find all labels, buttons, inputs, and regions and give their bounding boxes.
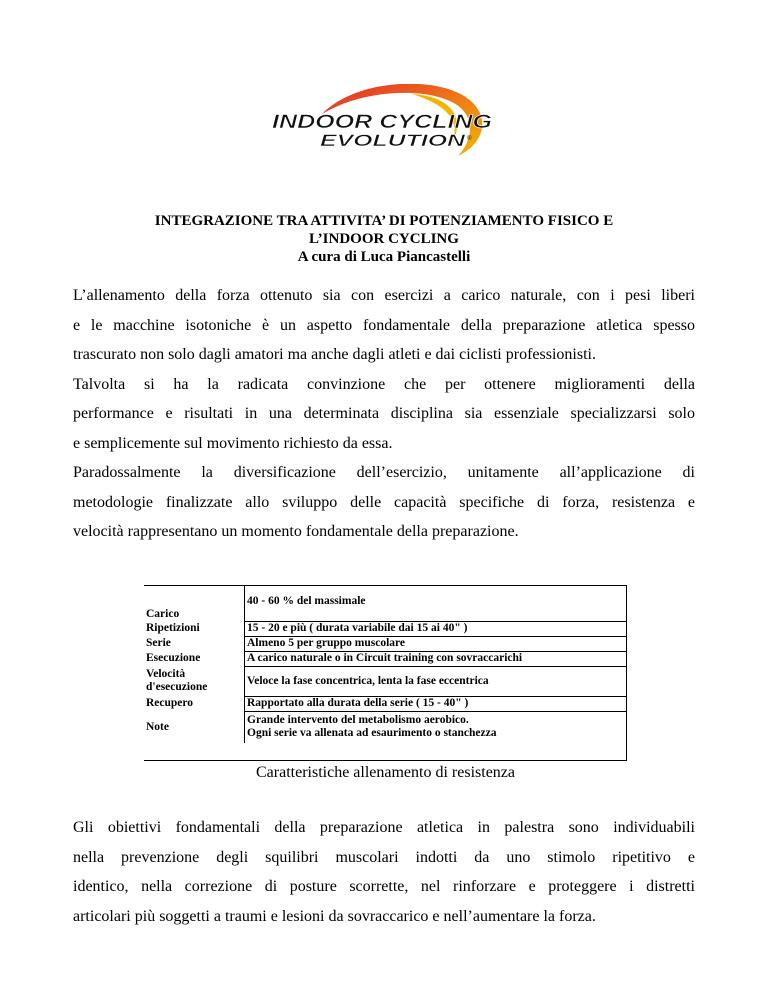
document-title <box>60 212 708 266</box>
table-value: 40 - 60 % del massimale <box>245 585 628 621</box>
table-value-line: Ogni serie va allenata ad esaurimento o stanchezza <box>247 727 497 740</box>
paragraph-line: e semplicemente sul movimento richiesto da essa. <box>73 434 393 452</box>
table-label: Esecuzione <box>146 652 201 664</box>
paragraph-line: Paradossalmente la diversificazione dell’esercizio, unitamente all’applicazione di <box>73 464 695 481</box>
logo-line2: EVOLUTION <box>320 131 467 150</box>
logo-registered-icon: ® <box>467 136 472 142</box>
paragraph-line: identico, nella correzione di posture scorrette, nel rinforzare e proteggere i distretti <box>73 878 695 895</box>
table-row <box>144 621 627 636</box>
paragraph-line: performance e risultati in una determinata disciplina sia essenziale specializzarsi solo <box>73 405 695 422</box>
paragraph-line: Talvolta si ha la radicata convinzione che per ottenere miglioramenti della <box>73 375 695 393</box>
table-label-line: Velocità <box>146 668 186 680</box>
table-row <box>144 651 627 666</box>
table-row <box>144 666 627 696</box>
table-value: Rapportato alla durata della serie ( 15 - 40" ) <box>245 696 628 711</box>
paragraph-line: trascurato non solo dagli amatori ma anche dagli atleti e dai ciclisti professionisti. <box>73 346 596 363</box>
table-row <box>144 696 627 711</box>
indoor-cycling-evolution-logo <box>262 84 516 162</box>
title-author: A cura di Luca Piancastelli <box>297 249 471 265</box>
title-line2: L’INDOOR CYCLING <box>309 231 459 247</box>
table-value: Almeno 5 per gruppo muscolare <box>245 636 628 651</box>
paragraph-line: articolari più soggetti a traumi e lesioni da sovraccarico e nell’aumentare la forza. <box>73 907 596 925</box>
intro-paragraph <box>73 281 695 547</box>
paragraph-line: metodologie finalizzate allo sviluppo delle capacità specifiche di forza, resistenza e <box>73 493 695 511</box>
table-label <box>144 666 245 696</box>
table-label: Recupero <box>146 697 194 709</box>
table-label: Note <box>146 720 169 733</box>
paragraph-line: Gli obiettivi fondamentali della preparazione atletica in palestra sono individuabili <box>73 819 695 836</box>
table-caption: Caratteristiche allenamento di resistenza <box>256 764 515 781</box>
table-label-line: d'esecuzione <box>146 681 208 693</box>
table-value: Veloce la fase concentrica, lenta la fase eccentrica <box>245 666 628 696</box>
objectives-paragraph <box>73 813 695 931</box>
paragraph-line: L’allenamento della forza ottenuto sia con esercizi a carico naturale, con i pesi liberi <box>73 287 695 304</box>
table-label: Serie <box>146 637 171 649</box>
table-value: 15 - 20 e più ( durata variabile dai 15 ai 40" ) <box>245 621 628 636</box>
table-label: Carico <box>146 608 180 620</box>
paragraph-line: e le macchine isotoniche è un aspetto fondamentale della preparazione atletica spesso <box>73 316 695 334</box>
title-line1: INTEGRAZIONE TRA ATTIVITA’ DI POTENZIAMENTO FISICO E <box>154 213 614 229</box>
table-row <box>144 585 627 621</box>
table-label: Ripetizioni <box>146 622 200 634</box>
paragraph-line: velocità rappresentano un momento fondamentale della preparazione. <box>73 523 519 540</box>
paragraph-line: nella prevenzione degli squilibri muscolari indotti da uno stimolo ripetitivo e <box>73 848 695 866</box>
table-value <box>245 711 628 743</box>
table-row <box>144 636 627 651</box>
table-row <box>144 711 627 743</box>
table-value-line: Grande intervento del metabolismo aerobico. <box>247 714 469 727</box>
training-table <box>144 585 627 743</box>
logo-line1: INDOOR CYCLING <box>272 112 493 133</box>
table-value: A carico naturale o in Circuit training con sovraccarichi <box>245 651 628 666</box>
